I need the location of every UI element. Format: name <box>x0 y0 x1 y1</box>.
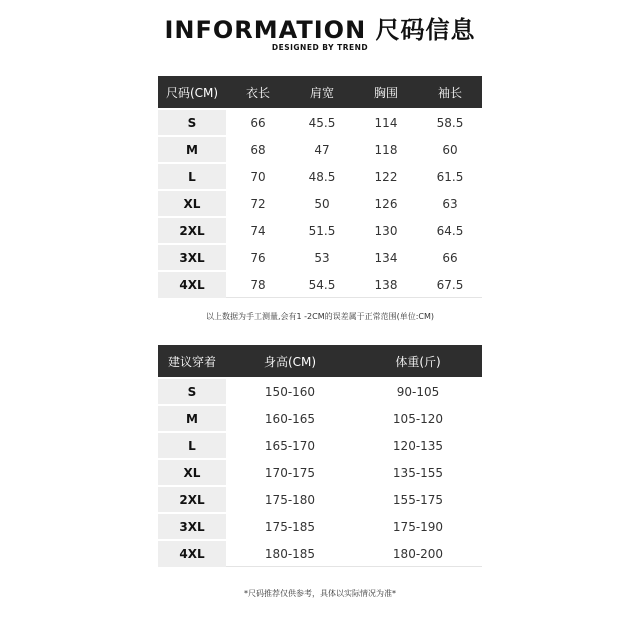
length-value: 76 <box>226 244 290 271</box>
size-label: L <box>158 163 226 190</box>
size-label: 3XL <box>158 513 226 540</box>
table-row <box>158 378 482 405</box>
table-row <box>158 190 482 217</box>
weight-range: 135-155 <box>354 459 482 486</box>
shoulder-value: 45.5 <box>290 109 354 136</box>
table-row <box>158 459 482 486</box>
table-row <box>158 486 482 513</box>
table-row <box>158 244 482 271</box>
size-label: XL <box>158 190 226 217</box>
table-row <box>158 163 482 190</box>
sleeve-value: 63 <box>418 190 482 217</box>
sleeve-value: 60 <box>418 136 482 163</box>
size-label: S <box>158 378 226 405</box>
recommendation-table <box>158 345 482 567</box>
measurement-note: 以上数据为手工测量,会有1 -2CM的误差属于正常范围(单位:CM) <box>205 312 435 321</box>
size-label: 2XL <box>158 217 226 244</box>
height-range: 170-175 <box>226 459 354 486</box>
chest-value: 114 <box>354 109 418 136</box>
height-range: 165-170 <box>226 432 354 459</box>
chest-value: 122 <box>354 163 418 190</box>
shoulder-value: 47 <box>290 136 354 163</box>
measurement-table <box>158 76 482 298</box>
size-label: XL <box>158 459 226 486</box>
recommendation-note: *尺码推荐仅供参考，具体以实际情况为准* <box>244 589 396 598</box>
measurement-header-row <box>158 76 482 109</box>
size-label: S <box>158 109 226 136</box>
table-row <box>158 217 482 244</box>
header-sleeve: 袖长 <box>418 76 482 109</box>
table-row <box>158 540 482 567</box>
page-title: INFORMATION 尺码信息 <box>164 16 476 44</box>
size-label: L <box>158 432 226 459</box>
table-row <box>158 513 482 540</box>
chest-value: 134 <box>354 244 418 271</box>
weight-range: 90-105 <box>354 378 482 405</box>
page-subtitle: DESIGNED BY TREND <box>271 43 369 52</box>
header-height: 身高(CM) <box>226 345 354 378</box>
table-row <box>158 271 482 298</box>
height-range: 175-185 <box>226 513 354 540</box>
weight-range: 175-190 <box>354 513 482 540</box>
sleeve-value: 64.5 <box>418 217 482 244</box>
length-value: 74 <box>226 217 290 244</box>
table-row <box>158 432 482 459</box>
size-label: M <box>158 136 226 163</box>
header-recommended-size: 建议穿着 <box>158 345 226 378</box>
height-range: 150-160 <box>226 378 354 405</box>
chest-value: 118 <box>354 136 418 163</box>
header-length: 衣长 <box>226 76 290 109</box>
shoulder-value: 51.5 <box>290 217 354 244</box>
chest-value: 130 <box>354 217 418 244</box>
height-range: 175-180 <box>226 486 354 513</box>
size-label: 2XL <box>158 486 226 513</box>
sleeve-value: 58.5 <box>418 109 482 136</box>
length-value: 66 <box>226 109 290 136</box>
table-row <box>158 136 482 163</box>
chest-value: 138 <box>354 271 418 298</box>
table-row <box>158 109 482 136</box>
chest-value: 126 <box>354 190 418 217</box>
size-label: M <box>158 405 226 432</box>
length-value: 68 <box>226 136 290 163</box>
size-label: 3XL <box>158 244 226 271</box>
recommendation-header-row <box>158 345 482 378</box>
shoulder-value: 48.5 <box>290 163 354 190</box>
header-weight: 体重(斤) <box>354 345 482 378</box>
table-row <box>158 405 482 432</box>
sleeve-value: 66 <box>418 244 482 271</box>
shoulder-value: 53 <box>290 244 354 271</box>
weight-range: 120-135 <box>354 432 482 459</box>
height-range: 160-165 <box>226 405 354 432</box>
length-value: 78 <box>226 271 290 298</box>
shoulder-value: 54.5 <box>290 271 354 298</box>
header-shoulder: 肩宽 <box>290 76 354 109</box>
weight-range: 180-200 <box>354 540 482 567</box>
size-label: 4XL <box>158 540 226 567</box>
header-chest: 胸围 <box>354 76 418 109</box>
size-label: 4XL <box>158 271 226 298</box>
sleeve-value: 61.5 <box>418 163 482 190</box>
header-size: 尺码(CM) <box>158 76 226 109</box>
length-value: 72 <box>226 190 290 217</box>
weight-range: 155-175 <box>354 486 482 513</box>
weight-range: 105-120 <box>354 405 482 432</box>
shoulder-value: 50 <box>290 190 354 217</box>
height-range: 180-185 <box>226 540 354 567</box>
length-value: 70 <box>226 163 290 190</box>
sleeve-value: 67.5 <box>418 271 482 298</box>
